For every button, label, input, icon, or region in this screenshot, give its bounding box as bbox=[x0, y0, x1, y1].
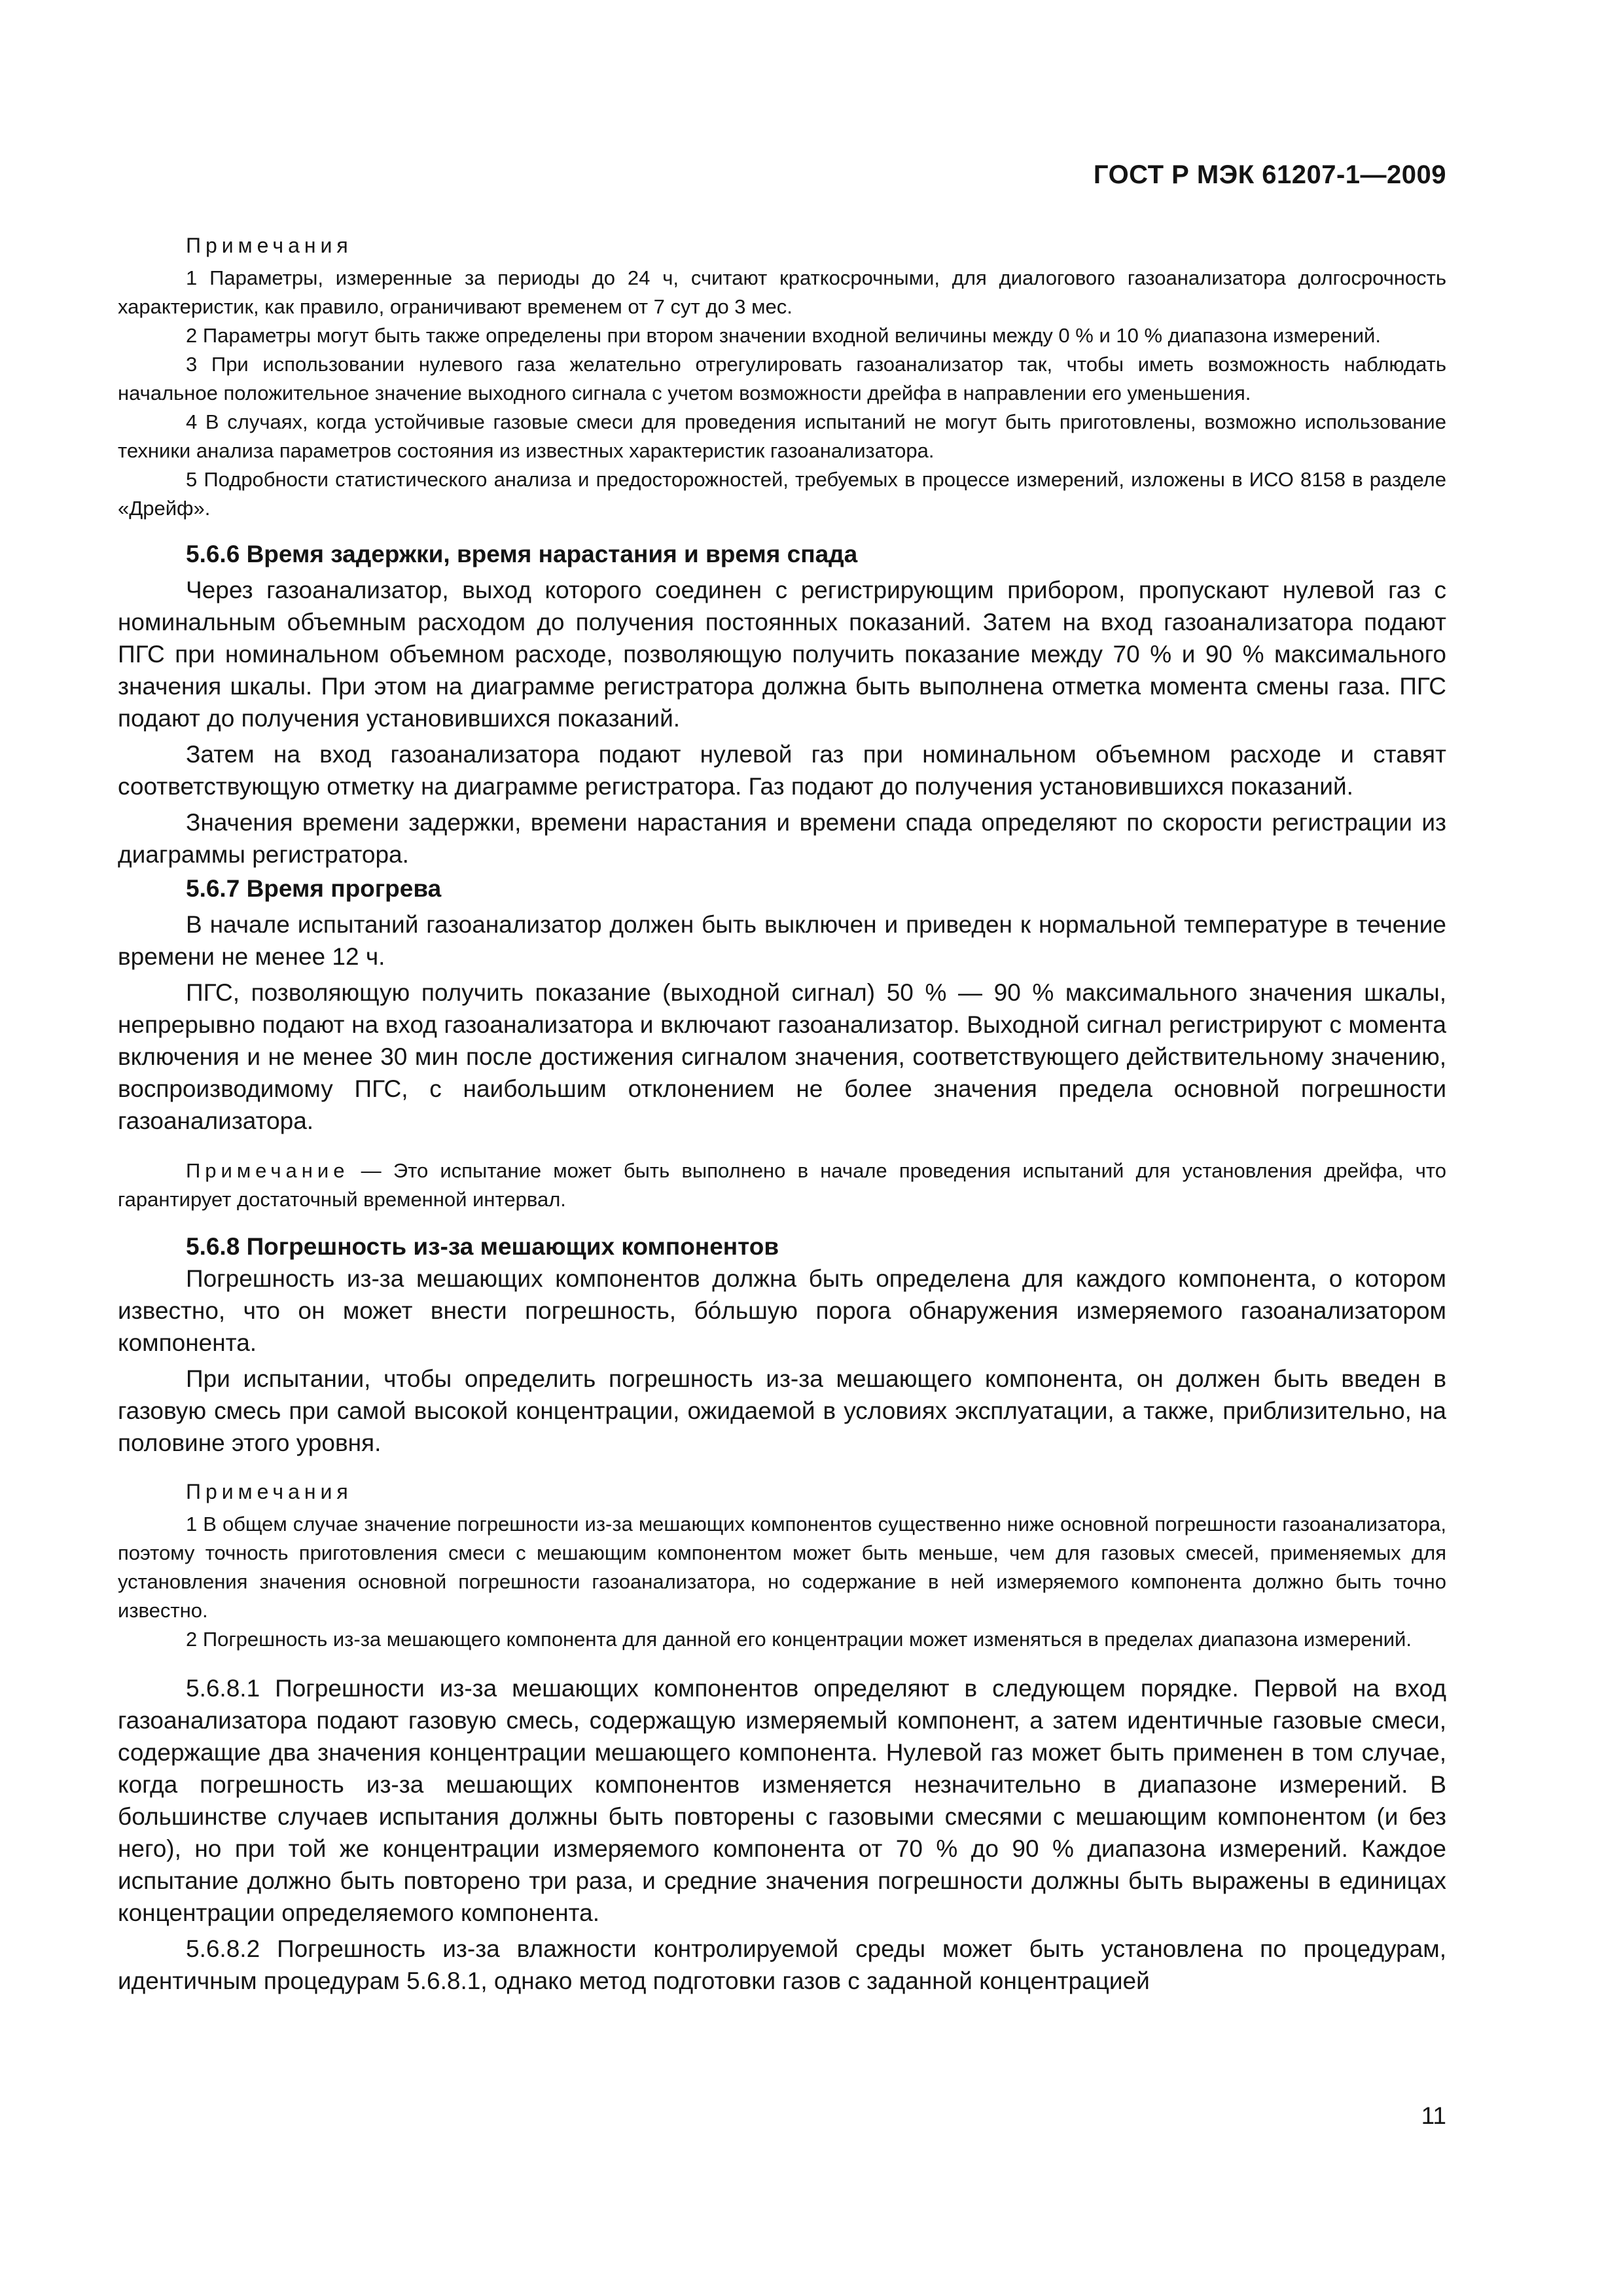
paragraph: Значения времени задержки, времени нарастания и времени спада определяют по скорости регистрации из диаграммы регистратора. bbox=[118, 809, 1446, 868]
notes-title: Примечания bbox=[186, 1480, 353, 1503]
paragraph: Затем на вход газоанализатора подают нулевой газ при номинальном объемном расходе и ставят соответствующую отметку на диаграмме регистратора. Газ подают до получения установившихся показаний. bbox=[118, 741, 1446, 800]
note-item: 1 Параметры, измеренные за периоды до 24 ч, считают краткосрочными, для диалогового газоанализатора долгосрочность характеристик, как правило, ограничивают временем от 7 сут до 3 мес. bbox=[118, 266, 1446, 318]
note-item: 5 Подробности статистического анализа и предосторожностей, требуемых в процессе измерений, изложены в ИСО 8158 в разделе «Дрейф». bbox=[118, 468, 1446, 520]
document-code: ГОСТ Р МЭК 61207-1—2009 bbox=[1093, 160, 1446, 189]
note-text: — Это испытание может быть выполнено в начале проведения испытаний для установления дрейфа, что гарантирует достаточный временной интервал. bbox=[118, 1159, 1446, 1211]
note-item: 3 При использовании нулевого газа желательно отрегулировать газоанализатор так, чтобы иметь возможность наблюдать начальное положительное значение выходного сигнала с учетом возможности дрейфа в направлении его уменьшения. bbox=[118, 353, 1446, 404]
page-body bbox=[118, 147, 1446, 1997]
note-lead: Примечание bbox=[186, 1159, 349, 1182]
section-heading-567: 5.6.7 Время прогрева bbox=[186, 875, 442, 902]
note-item: 2 Параметры могут быть также определены при втором значении входной величины между 0 % и 10 % диапазона измерений. bbox=[186, 324, 1381, 347]
notes-block-2 bbox=[118, 1477, 1446, 1654]
note-item: 2 Погрешность из-за мешающего компонента для данной его концентрации может изменяться в пределах диапазона измерений. bbox=[186, 1628, 1412, 1651]
notes-block-1 bbox=[118, 231, 1446, 523]
note-item: 4 В случаях, когда устойчивые газовые смеси для проведения испытаний не могут быть приготовлены, возможно использование техники анализа параметров состояния из известных характеристик газоанализатора. bbox=[118, 410, 1446, 462]
paragraph: 5.6.8.1 Погрешности из-за мешающих компонентов определяют в следующем порядке. Первой на вход газоанализатора подают газовую смесь, содержащую измеряемый компонент, а затем идентичные газовые смеси, содержащие два значения концентрации мешающего компонента. Нулевой газ может быть применен в том случае, когда погрешность из-за мешающих компонентов изменяется незначительно в диапазоне измерений. В большинстве случаев испытания должны быть повторены с газовыми смесями с мешающим компонентом (и без него), но при той же концентрации измеряемого компонента от 70 % до 90 % диапазона измерений. Каждое испытание должно быть повторено три раза, и средние значения погрешности должны быть выражены в единицах концентрации определяемого компонента. bbox=[118, 1675, 1446, 1926]
inline-note bbox=[118, 1157, 1446, 1214]
note-item: 1 В общем случае значение погрешности из-за мешающих компонентов существенно ниже основной погрешности газоанализатора, поэтому точность приготовления смеси с мешающим компонентом может быть меньше, чем для газовых смесей, применяемых для установления значения основной погрешности газоанализатора, но содержание в ней измеряемого компонента должно быть точно известно. bbox=[118, 1513, 1446, 1622]
paragraph: ПГС, позволяющую получить показание (выходной сигнал) 50 % — 90 % максимального значения шкалы, непрерывно подают на вход газоанализатора и включают газоанализатор. Выходной сигнал регистрируют с момента включения и не менее 30 мин после достижения сигналом значения, соответствующего действительному значению, воспроизводимому ПГС, с наибольшим отклонением не более значения предела основной погрешности газоанализатора. bbox=[118, 979, 1446, 1134]
paragraph: 5.6.8.2 Погрешность из-за влажности контролируемой среды может быть установлена по процедурам, идентичным процедурам 5.6.8.1, однако метод подготовки газов с заданной концентрацией bbox=[118, 1935, 1446, 1994]
notes-title: Примечания bbox=[186, 234, 353, 257]
paragraph: При испытании, чтобы определить погрешность из-за мешающего компонента, он должен быть введен в газовую смесь при самой высокой концентрации, ожидаемой в условиях эксплуатации, а также, приблизительно, на половине этого уровня. bbox=[118, 1365, 1446, 1456]
section-heading-566: 5.6.6 Время задержки, время нарастания и время спада bbox=[186, 541, 858, 567]
paragraph: В начале испытаний газоанализатор должен быть выключен и приведен к нормальной температуре в течение времени не менее 12 ч. bbox=[118, 911, 1446, 970]
page-number: 11 bbox=[1421, 2102, 1446, 2129]
paragraph: Погрешность из-за мешающих компонентов должна быть определена для каждого компонента, о котором известно, что он может внести погрешность, бóльшую порога обнаружения измеряемого газоанализатором компонента. bbox=[118, 1265, 1446, 1356]
paragraph: Через газоанализатор, выход которого соединен с регистрирующим прибором, пропускают нулевой газ с номинальным объемным расходом до получения постоянных показаний. Затем на вход газоанализатора подают ПГС при номинальном объемном расходе, позволяющую получить показание между 70 % и 90 % максимального значения шкалы. При этом на диаграмме регистратора должна быть выполнена отметка момента смены газа. ПГС подают до получения установившихся показаний. bbox=[118, 577, 1446, 732]
section-heading-568: 5.6.8 Погрешность из-за мешающих компонентов bbox=[186, 1233, 779, 1260]
